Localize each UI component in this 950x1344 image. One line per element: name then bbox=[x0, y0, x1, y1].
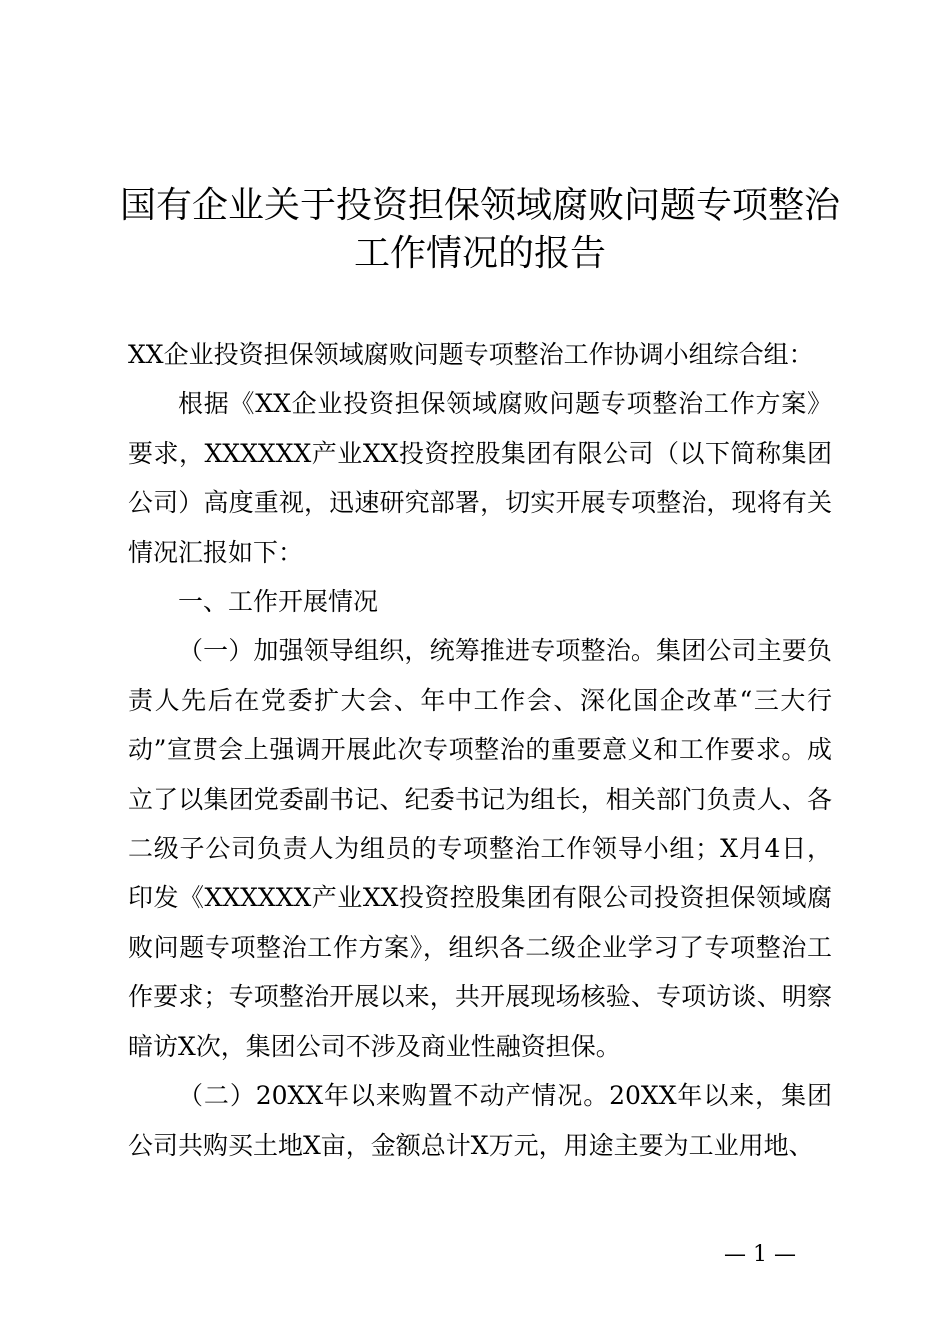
document-title-line-1: 国有企业关于投资担保领域腐败问题专项整治 bbox=[119, 185, 840, 226]
intro-paragraph: 根据《XX企业投资担保领域腐败问题专项整治工作方案》要求，XXXXXX产业XX投资控股集团有限公司（以下简称集团公司）高度重视，迅速研究部署，切实开展专项整治，现将有关情况汇报如下： bbox=[128, 389, 832, 567]
document-body bbox=[128, 330, 832, 1170]
item-paragraph-1: （一）加强领导组织，统筹推进专项整治。集团公司主要负责人先后在党委扩大会、年中工作会、深化国企改革“三大行动”宣贯会上强调开展此次专项整治的重要意义和工作要求。成立了以集团党委副书记、纪委书记为组长，相关部门负责人、各二级子公司负责人为组员的专项整治工作领导小组；X月4日，印发《XXXXXX产业XX投资控股集团有限公司投资担保领域腐败问题专项整治工作方案》，组织各二级企业学习了专项整治工作要求；专项整治开展以来，共开展现场核验、专项访谈、明察暗访X次，集团公司不涉及商业性融资担保。 bbox=[128, 636, 832, 1061]
item-paragraph-2: （二）20XX年以来购置不动产情况。20XX年以来，集团公司共购买土地X亩，金额总计X万元，用途主要为工业用地、 bbox=[128, 1081, 832, 1160]
salutation: XX企业投资担保领域腐败问题专项整治工作协调小组综合组： bbox=[128, 340, 814, 369]
document-title-line-2: 工作情况的报告 bbox=[353, 233, 606, 274]
page-number: — 1 — bbox=[724, 1242, 796, 1267]
section-heading-1: 一、工作开展情况 bbox=[178, 587, 379, 617]
